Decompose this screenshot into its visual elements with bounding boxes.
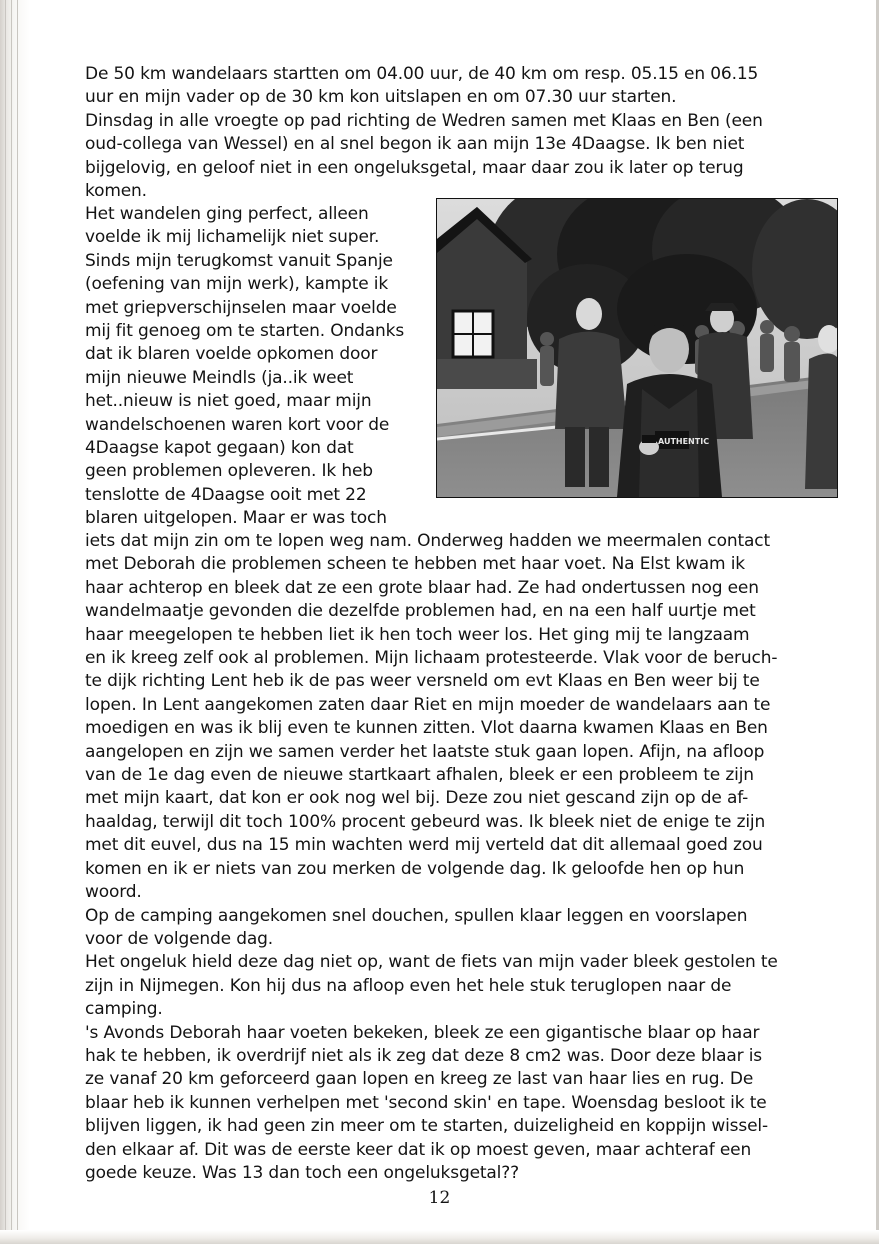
text-line: ze vanaf 20 km geforceerd gaan lopen en kreeg ze last van haar lies en rug. De <box>85 1069 754 1090</box>
text-line: voelde ik mij lichamelijk niet super. <box>85 227 380 248</box>
paragraph-intro <box>85 63 763 203</box>
page-edge-line <box>11 0 12 1244</box>
text-line: Sinds mijn terugkomst vanuit Spanje <box>85 250 393 271</box>
text-line: uur en mijn vader op de 30 km kon uitslapen en om 07.30 uur starten. <box>85 87 677 108</box>
text-line: De 50 km wandelaars startten om 04.00 uur, de 40 km om resp. 05.15 en 06.15 <box>85 64 759 84</box>
text-line: haaldag, terwijl dit toch 100% procent gebeurd was. Ik bleek niet de enige te zijn <box>85 811 766 832</box>
text-line: aangelopen en zijn we samen verder het laatste stuk gaan lopen. Afijn, na afloop <box>85 741 765 762</box>
text-line: Op de camping aangekomen snel douchen, spullen klaar leggen en voorslapen <box>85 905 748 926</box>
text-line: goede keuze. Was 13 dan toch een ongeluksgetal?? <box>85 1162 520 1183</box>
text-line: komen. <box>85 181 147 202</box>
text-line: van de 1e dag even de nieuwe startkaart afhalen, bleek er een probleem te zijn <box>85 765 754 786</box>
text-line: oud-collega van Wessel) en al snel begon ik aan mijn 13e 4Daagse. Ik ben niet <box>85 134 745 155</box>
text-line: voor de volgende dag. <box>85 928 274 949</box>
text-line: wandelschoenen waren kort voor de <box>85 414 390 435</box>
text-line: camping. <box>85 999 163 1020</box>
text-line: 4Daagse kapot gegaan) kon dat <box>85 438 354 459</box>
paragraph-beside-photo <box>85 203 404 531</box>
shirt-logo-text: AUTHENTIC <box>658 437 710 446</box>
text-line: moedigen en was ik blij even te kunnen zitten. Vlot daarna kwamen Klaas en Ben <box>85 718 768 739</box>
text-line: wandelmaatje gevonden die dezelfde problemen had, en na een half uurtje met <box>85 601 756 622</box>
text-line: blaren uitgelopen. Maar er was toch <box>85 508 387 529</box>
text-line: mijn nieuwe Meindls (ja..ik weet <box>85 367 354 388</box>
text-line: haar achterop en bleek dat ze een grote blaar had. Ze had ondertussen nog een <box>85 577 759 598</box>
text-line: blaar heb ik kunnen verhelpen met 'second skin' en tape. Woensdag besloot ik te <box>85 1092 767 1113</box>
text-line: Dinsdag in alle vroegte op pad richting de Wedren samen met Klaas en Ben (een <box>85 110 763 131</box>
text-line: lopen. In Lent aangekomen zaten daar Riet en mijn moeder de wandelaars aan te <box>85 694 771 715</box>
walkers-photo <box>436 198 838 498</box>
text-line: met griepverschijnselen maar voelde <box>85 297 397 318</box>
text-line: 's Avonds Deborah haar voeten bekeken, bleek ze een gigantische blaar op haar <box>85 1022 760 1043</box>
paragraph-main <box>85 530 778 1185</box>
page-edge-bottom <box>0 1230 879 1244</box>
text-line: Het ongeluk hield deze dag niet op, want de fiets van mijn vader bleek gestolen te <box>85 952 778 973</box>
text-line: met dit euvel, dus na 15 min wachten werd mij verteld dat dit allemaal goed zou <box>85 835 763 856</box>
text-line: komen en ik er niets van zou merken de volgende dag. Ik geloofde hen op hun <box>85 858 745 879</box>
page-edge-line <box>17 0 18 1244</box>
text-line: zijn in Nijmegen. Kon hij dus na afloop even het hele stuk teruglopen naar de <box>85 975 732 996</box>
text-line: te dijk richting Lent heb ik de pas weer versneld om evt Klaas en Ben weer bij te <box>85 671 760 692</box>
text-line: geen problemen opleveren. Ik heb <box>85 461 373 482</box>
text-line: dat ik blaren voelde opkomen door <box>85 344 378 365</box>
text-line: mij fit genoeg om te starten. Ondanks <box>85 321 405 342</box>
text-line: het..nieuw is niet goed, maar mijn <box>85 391 372 412</box>
page-number: 12 <box>428 1188 451 1208</box>
text-line: en ik kreeg zelf ook al problemen. Mijn lichaam protesteerde. Vlak voor de beruch- <box>85 648 778 669</box>
text-line: iets dat mijn zin om te lopen weg nam. Onderweg hadden we meermalen contact <box>85 531 770 551</box>
text-line: met Deborah die problemen scheen te hebben met haar voet. Na Elst kwam ik <box>85 554 745 575</box>
text-line: hak te hebben, ik overdrijf niet als ik zeg dat deze 8 cm2 was. Door deze blaar is <box>85 1045 762 1066</box>
text-line: (oefening van mijn werk), kampte ik <box>85 274 389 295</box>
text-line: haar meegelopen te hebben liet ik hen toch weer los. Het ging mij te langzaam <box>85 624 750 645</box>
text-line: woord. <box>85 882 142 903</box>
text-line: met mijn kaart, dat kon er ook nog wel bij. Deze zou niet gescand zijn op de af- <box>85 788 749 809</box>
page-edge-line <box>5 0 6 1244</box>
text-line: den elkaar af. Dit was de eerste keer dat ik op moest geven, maar achteraf een <box>85 1139 752 1160</box>
text-line: blijven liggen, ik had geen zin meer om te starten, duizeligheid en koppijn wissel- <box>85 1116 768 1137</box>
text-line: tenslotte de 4Daagse ooit met 22 <box>85 484 367 505</box>
text-line: Het wandelen ging perfect, alleen <box>85 204 369 224</box>
walkers-photo-illustration <box>437 199 837 497</box>
text-line: bijgelovig, en geloof niet in een ongeluksgetal, maar daar zou ik later op terug <box>85 157 744 178</box>
